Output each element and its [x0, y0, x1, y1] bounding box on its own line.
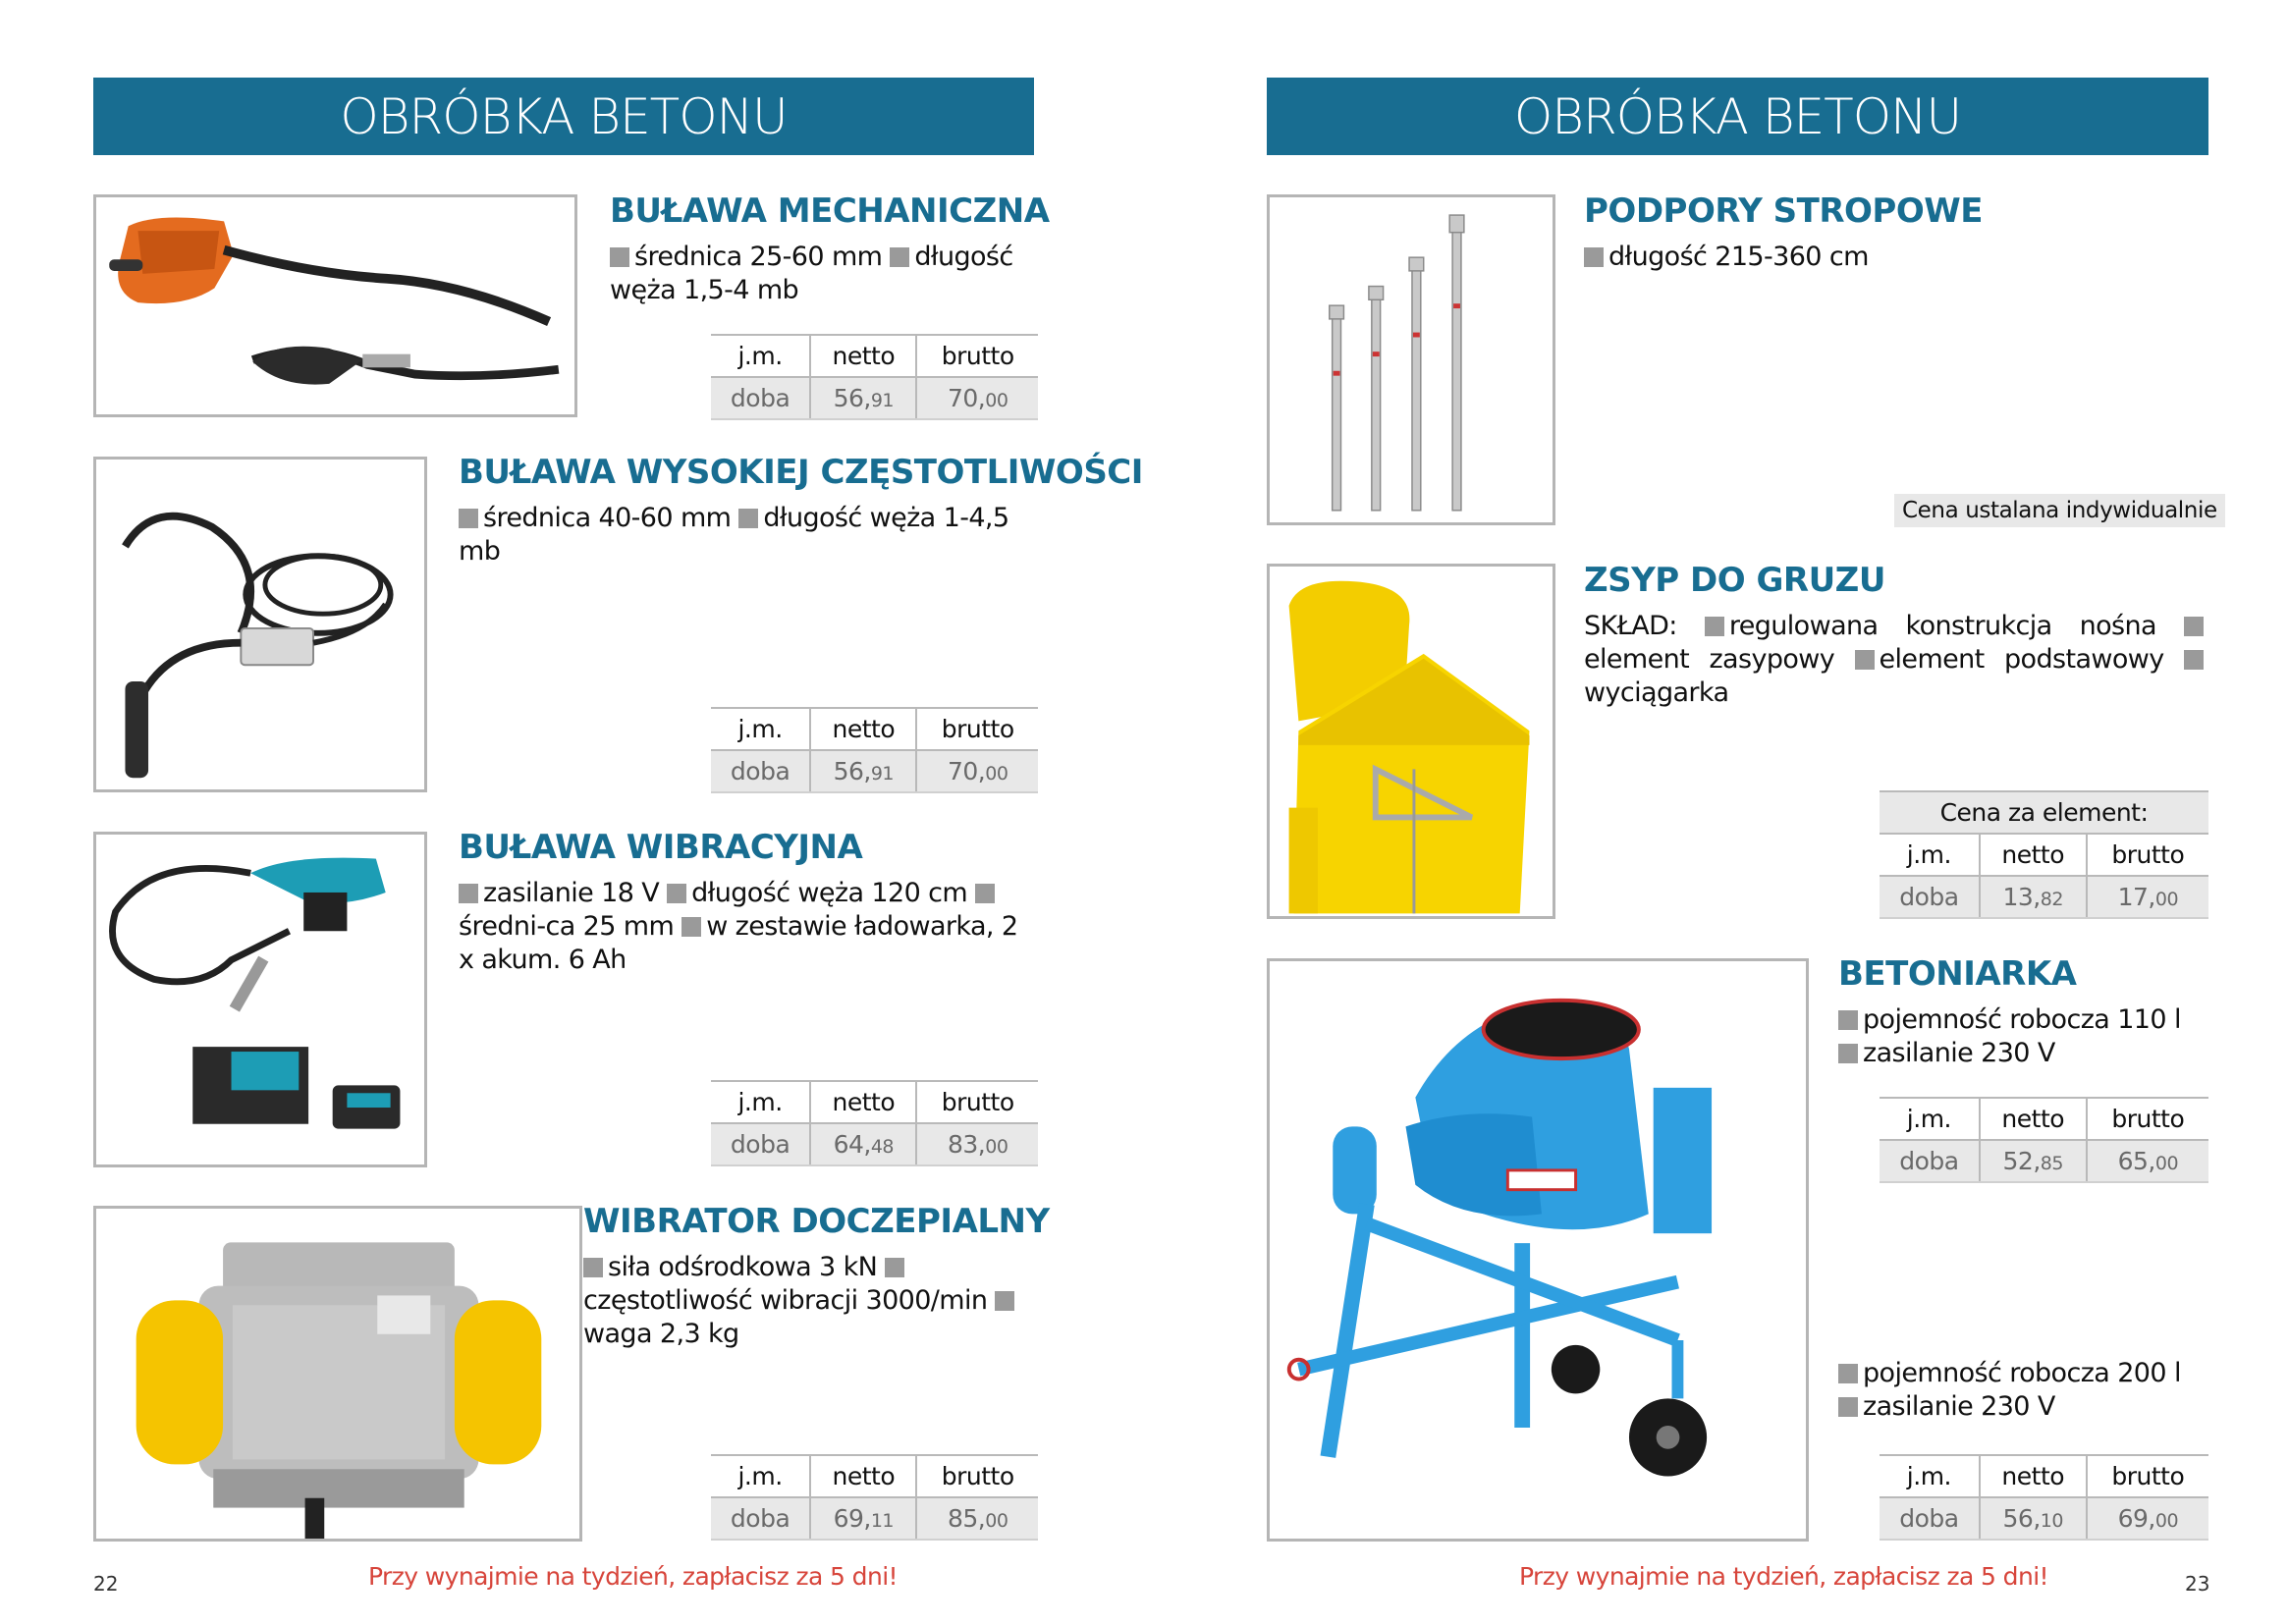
- price-net: 13,82: [1980, 876, 2087, 918]
- composition-label: SKŁAD:: [1584, 611, 1677, 641]
- feature: element zasypowy: [1584, 644, 1835, 675]
- feature: w zestawie ładowarka, 2 x akum. 6 Ah: [459, 911, 1018, 975]
- price-table: [1880, 1454, 2208, 1541]
- steel-props-icon: [1270, 197, 1553, 522]
- bullet-square-icon: [681, 917, 701, 937]
- price-net: 56,10: [1980, 1497, 2087, 1540]
- col-gross: brutto: [2087, 1098, 2208, 1140]
- price-gross: 17,00: [2087, 876, 2208, 918]
- feature: długość węża 120 cm: [691, 878, 968, 908]
- price-table: [711, 1454, 1038, 1541]
- price-gross: 83,00: [916, 1123, 1038, 1165]
- bullet-square-icon: [459, 509, 478, 528]
- col-unit: j.m.: [711, 335, 810, 377]
- price-net: 69,11: [810, 1497, 916, 1540]
- product-image-bulawa-wysokiej: [93, 457, 427, 792]
- price-unit: doba: [711, 377, 810, 419]
- bullet-square-icon: [1838, 1044, 1858, 1063]
- bullet-square-icon: [2184, 650, 2204, 670]
- price-caption: Cena za element:: [1880, 791, 2208, 834]
- bullet-square-icon: [1838, 1397, 1858, 1417]
- col-gross: brutto: [2087, 834, 2208, 876]
- price-table: [711, 707, 1038, 793]
- feature: długość węża 1-4,5 mb: [459, 503, 1009, 567]
- price-net: 52,85: [1980, 1140, 2087, 1182]
- product-image-betoniarka: [1267, 958, 1809, 1542]
- col-net: netto: [810, 1455, 916, 1497]
- feature: długość 215-360 cm: [1608, 242, 1869, 272]
- price-net: 64,48: [810, 1123, 916, 1165]
- price-unit: doba: [711, 750, 810, 792]
- feature: częstotliwość wibracji 3000/min: [583, 1285, 988, 1316]
- col-unit: j.m.: [711, 708, 810, 750]
- price-unit: doba: [1880, 1497, 1980, 1540]
- page-header-left: OBRÓBKA BETONU: [93, 78, 1034, 155]
- col-gross: brutto: [916, 708, 1038, 750]
- bullet-square-icon: [738, 509, 758, 528]
- price-unit: doba: [711, 1497, 810, 1540]
- feature: waga 2,3 kg: [583, 1319, 739, 1349]
- high-frequency-vibrator-icon: [96, 460, 424, 789]
- product-title: ZSYP DO GRUZU: [1584, 561, 1885, 600]
- col-net: netto: [1980, 1098, 2087, 1140]
- bullet-square-icon: [885, 1258, 904, 1277]
- product-title: BUŁAWA WYSOKIEJ CZĘSTOTLIWOŚCI: [459, 453, 1143, 492]
- bullet-square-icon: [1838, 1364, 1858, 1383]
- product-image-bulawa-mechaniczna: [93, 194, 577, 417]
- bullet-square-icon: [1838, 1010, 1858, 1030]
- col-net: netto: [810, 335, 916, 377]
- product-features: [610, 241, 1042, 307]
- price-table: [1880, 1097, 2208, 1183]
- price-note: Cena ustalana indywidualnie: [1894, 494, 2225, 527]
- bullet-square-icon: [1705, 617, 1724, 636]
- col-unit: j.m.: [1880, 1098, 1980, 1140]
- bullet-square-icon: [459, 884, 478, 903]
- col-unit: j.m.: [1880, 1455, 1980, 1497]
- product-image-podpory-stropowe: [1267, 194, 1555, 525]
- price-gross: 65,00: [2087, 1140, 2208, 1182]
- price-unit: doba: [711, 1123, 810, 1165]
- price-gross: 69,00: [2087, 1497, 2208, 1540]
- page-number-right: 23: [2185, 1572, 2210, 1596]
- feature: średnica 40-60 mm: [483, 503, 732, 533]
- footer-note-right: Przy wynajmie na tydzień, zapłacisz za 5 dni!: [1519, 1562, 2048, 1591]
- product-features: [1838, 1357, 2208, 1424]
- price-table: [711, 334, 1038, 420]
- bullet-square-icon: [583, 1258, 603, 1277]
- bullet-square-icon: [610, 247, 629, 267]
- feature: pojemność robocza 110 l: [1863, 1004, 2181, 1035]
- bullet-square-icon: [995, 1291, 1014, 1311]
- bullet-square-icon: [1855, 650, 1875, 670]
- feature: długość węża 1,5-4 mb: [610, 242, 1013, 305]
- price-gross: 70,00: [916, 750, 1038, 792]
- page-header-right: OBRÓBKA BETONU: [1267, 78, 2208, 155]
- product-features: [583, 1251, 1038, 1351]
- bullet-square-icon: [975, 884, 995, 903]
- col-net: netto: [810, 1081, 916, 1123]
- product-features: [1584, 610, 2208, 710]
- product-image-wibrator-doczepialny: [93, 1206, 582, 1542]
- price-unit: doba: [1880, 1140, 1980, 1182]
- debris-chute-icon: [1270, 567, 1553, 916]
- col-gross: brutto: [916, 335, 1038, 377]
- price-gross: 85,00: [916, 1497, 1038, 1540]
- col-net: netto: [1980, 834, 2087, 876]
- feature: wyciągarka: [1584, 677, 1729, 708]
- product-image-zsyp-do-gruzu: [1267, 564, 1555, 919]
- price-unit: doba: [1880, 876, 1980, 918]
- page-number-left: 22: [93, 1572, 119, 1596]
- feature: średnica 25-60 mm: [634, 242, 883, 272]
- feature: pojemność robocza 200 l: [1863, 1358, 2181, 1388]
- feature: siła odśrodkowa 3 kN: [608, 1252, 878, 1282]
- price-net: 56,91: [810, 750, 916, 792]
- concrete-vibrator-engine-icon: [96, 197, 574, 414]
- col-gross: brutto: [916, 1081, 1038, 1123]
- external-vibrator-icon: [96, 1209, 579, 1539]
- footer-note-left: Przy wynajmie na tydzień, zapłacisz za 5 dni!: [368, 1562, 898, 1591]
- feature: regulowana konstrukcja nośna: [1728, 611, 2156, 641]
- price-table: [711, 1080, 1038, 1166]
- bullet-square-icon: [667, 884, 686, 903]
- price-net: 56,91: [810, 377, 916, 419]
- bullet-square-icon: [2184, 617, 2204, 636]
- feature: element podstawowy: [1879, 644, 2164, 675]
- price-table: [1880, 790, 2208, 919]
- col-unit: j.m.: [711, 1455, 810, 1497]
- bullet-square-icon: [1584, 247, 1604, 267]
- concrete-mixer-icon: [1270, 961, 1806, 1539]
- product-features: [459, 502, 1038, 568]
- product-title: WIBRATOR DOCZEPIALNY: [583, 1202, 1050, 1241]
- product-title: BETONIARKA: [1838, 954, 2077, 994]
- product-image-bulawa-wibracyjna: [93, 832, 427, 1167]
- col-unit: j.m.: [1880, 834, 1980, 876]
- product-title: PODPORY STROPOWE: [1584, 191, 1983, 231]
- price-gross: 70,00: [916, 377, 1038, 419]
- product-title: BUŁAWA WIBRACYJNA: [459, 828, 863, 867]
- feature: zasilanie 18 V: [483, 878, 660, 908]
- cordless-vibrator-icon: [96, 835, 424, 1164]
- col-net: netto: [810, 708, 916, 750]
- product-features: [1838, 1003, 2208, 1070]
- product-features: [1584, 241, 2208, 274]
- col-gross: brutto: [2087, 1455, 2208, 1497]
- product-title: BUŁAWA MECHANICZNA: [610, 191, 1050, 231]
- col-unit: j.m.: [711, 1081, 810, 1123]
- col-net: netto: [1980, 1455, 2087, 1497]
- feature: zasilanie 230 V: [1863, 1391, 2055, 1422]
- product-features: [459, 877, 1038, 977]
- bullet-square-icon: [890, 247, 909, 267]
- feature: zasilanie 230 V: [1863, 1038, 2055, 1068]
- col-gross: brutto: [916, 1455, 1038, 1497]
- feature: średni-ca 25 mm: [459, 911, 675, 942]
